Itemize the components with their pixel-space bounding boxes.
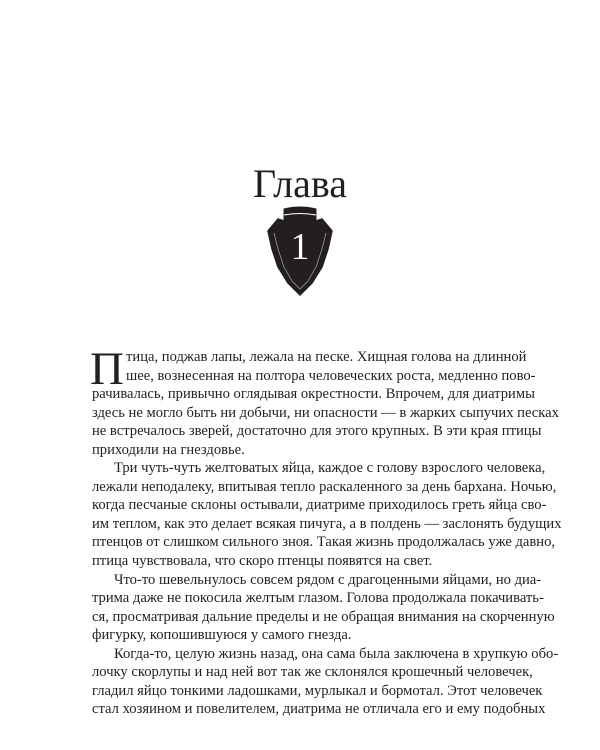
text-line: лочку скорлупы и над ней вот так же склонялся крошечный человечек, (92, 664, 533, 681)
text-line: гладил яйцо тонкими ладошками, мурлыкал и бормотал. Этот человечек (92, 682, 543, 699)
text-line: приходили на гнездовье. (92, 441, 245, 458)
paragraph-1 (90, 343, 559, 459)
body-text (90, 343, 562, 719)
text-line: рачивалась, привычно оглядывая окрестности. Впрочем, для диатримы (92, 386, 535, 403)
drop-cap: П (90, 343, 124, 395)
text-line: Что-то шевельнулось совсем рядом с драгоценными яйцами, но диа- (114, 571, 542, 588)
text-line: здесь не могло быть ни добычи, ни опасности — в жарких сыпучих песках (92, 404, 559, 421)
text-line: Три чуть-чуть желтоватых яйца, каждое с голову взрослого человека, (114, 460, 546, 477)
text-line: Когда-то, целую жизнь назад, она сама была заключена в хрупкую обо- (114, 645, 559, 662)
chapter-title: Глава (253, 161, 347, 206)
text-line: не встречалось зверей, достаточно для этого крупных. В эти края птицы (92, 423, 542, 440)
text-line: когда песчаные склоны остывали, диатриме приходилось греть яйца сво- (92, 497, 547, 514)
text-line: им теплом, как это делает всякая пичуга, а в полдень — заслонять будущих (92, 515, 562, 532)
chapter-number: 1 (290, 226, 310, 268)
text-line: птица чувствовала, что скоро птенцы появятся на свет. (92, 553, 433, 570)
text-line: ся, просматривая дальние пределы и не обращая внимания на скорченную (92, 608, 555, 625)
text-line: птенцов от слишком сильного зноя. Такая жизнь продолжалась уже давно, (92, 534, 556, 551)
text-line: лежали неподалеку, впитывая тепло раскаленного за день бархана. Ночью, (92, 478, 557, 495)
paragraph-4 (92, 645, 559, 719)
paragraph-3 (92, 571, 555, 645)
text-line: стал хозяином и повелителем, диатрима не отличала его и ему подобных (92, 701, 546, 718)
text-line: тица, поджав лапы, лежала на песке. Хищная голова на длинной (126, 349, 527, 365)
paragraph-2 (92, 459, 562, 570)
text-line: трима даже не покосила желтым глазом. Голова продолжала покачивать- (92, 590, 544, 607)
text-line: фигурку, копошившуюся у самого гнезда. (92, 627, 352, 644)
text-line: шее, вознесенная на полтора человеческих роста, медленно пово- (126, 367, 536, 384)
